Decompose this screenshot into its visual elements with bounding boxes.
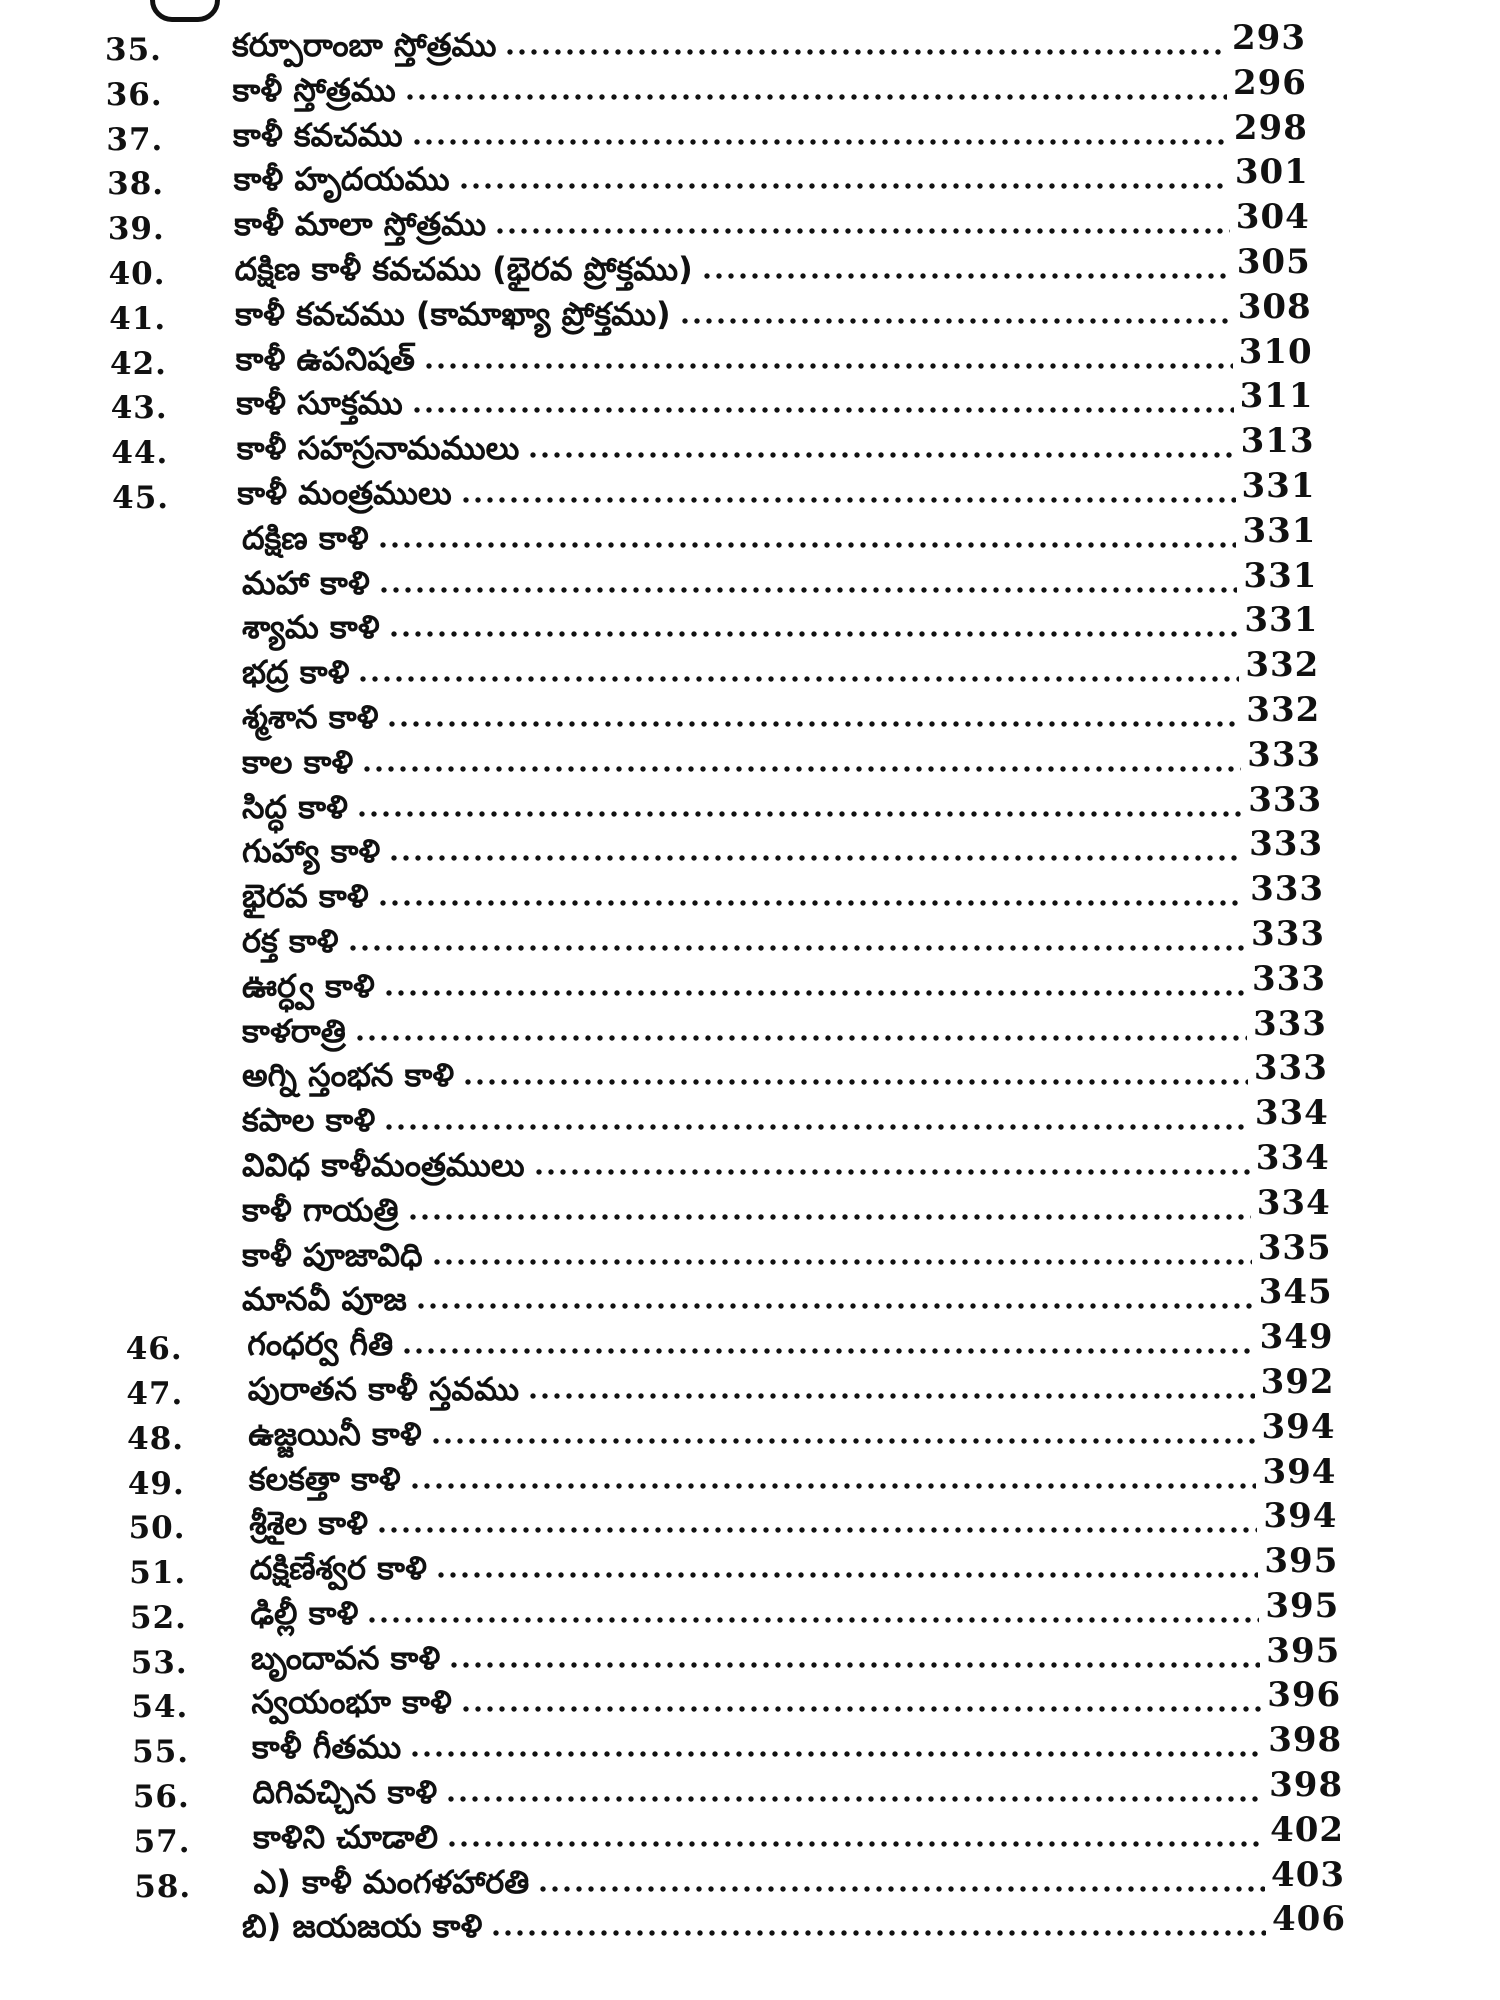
toc-entry-leader: [250, 1590, 1259, 1635]
toc-entry-leader: [248, 1366, 1255, 1411]
dot-leader: [409, 1481, 1257, 1491]
toc-entry-title: కాళరాత్రి: [242, 1011, 346, 1050]
toc-entry-title: శ్రీశైల కాళి: [249, 1504, 369, 1543]
toc-entry-leader: [242, 515, 1236, 560]
toc-entry-page-number: 298: [1233, 107, 1308, 148]
toc-entry: [0, 1317, 1500, 1368]
toc-entry-title: గంధర్వ గీతి: [247, 1325, 394, 1364]
toc-entry-leader: [242, 784, 1242, 829]
toc-entry-number: 35.: [105, 32, 162, 68]
toc-entry: [0, 62, 1500, 113]
dot-leader: [504, 47, 1226, 57]
toc-entry-leader: [235, 246, 1231, 291]
toc-entry-page-number: 392: [1260, 1361, 1335, 1402]
dot-leader: [411, 137, 1228, 147]
toc-entry-leader: [242, 694, 1240, 739]
page-corner-mark: [150, 0, 220, 22]
toc-entry-title: కాళీ హృదయము: [233, 160, 450, 199]
toc-entry-leader: [242, 604, 1238, 649]
toc-entry-page-number: 395: [1264, 1541, 1339, 1582]
toc-entry-page-number: 395: [1265, 1585, 1340, 1626]
toc-entry-title: భద్ర కాళి: [242, 653, 350, 692]
toc-entry-page-number: 304: [1235, 197, 1310, 238]
toc-entry: [0, 1720, 1500, 1771]
toc-entry-page-number: 395: [1266, 1630, 1341, 1671]
toc-entry-leader: [253, 1859, 1265, 1904]
toc-entry-title: బి) జయజయ కాళి: [242, 1907, 483, 1946]
toc-subentry: [0, 869, 1500, 918]
toc-entry-title: కలకత్తా కాళి: [248, 1459, 401, 1498]
toc-entry-leader: [242, 918, 1245, 963]
toc-entry-page-number: 331: [1242, 510, 1317, 551]
toc-entry-page-number: 333: [1250, 869, 1325, 910]
toc-entry-page-number: 293: [1232, 18, 1306, 58]
toc-entry-title: కాళీ గాయత్రి: [242, 1190, 399, 1229]
toc-entry-number: 44.: [111, 435, 169, 472]
toc-entry-number: 53.: [130, 1644, 188, 1681]
toc-entry: [0, 331, 1500, 382]
dot-leader: [356, 809, 1242, 819]
dot-leader: [458, 181, 1229, 191]
toc-entry-title: ఢిల్లీ కాళి: [250, 1593, 359, 1632]
toc-subentry: [0, 1272, 1500, 1321]
toc-entry-leader: [232, 22, 1226, 67]
toc-entry-leader: [242, 649, 1239, 694]
dot-leader: [377, 898, 1245, 908]
dot-leader: [354, 1033, 1247, 1043]
toc-entry-page-number: 311: [1239, 376, 1314, 417]
toc-entry-leader: [248, 1411, 1255, 1456]
toc-entry-leader: [242, 739, 1241, 784]
toc-entry-page-number: 331: [1244, 600, 1319, 641]
toc-entry-number: 37.: [106, 121, 164, 158]
toc-entry: [0, 1496, 1500, 1547]
dot-leader: [527, 450, 1234, 460]
toc-entry-page-number: 394: [1261, 1406, 1336, 1447]
toc-entry-title: కాల కాళి: [242, 742, 354, 781]
toc-entry-page-number: 333: [1252, 958, 1326, 999]
toc-entry-leader: [242, 1052, 1248, 1097]
toc-subentry: [0, 1048, 1500, 1097]
toc-entry-page-number: 331: [1243, 555, 1318, 596]
toc-entry-title: అగ్ని స్తంభన కాళి: [242, 1056, 455, 1095]
toc-entry-leader: [234, 156, 1229, 201]
toc-subentry: [0, 555, 1500, 605]
dot-leader: [460, 1704, 1261, 1714]
toc-entry-page-number: 332: [1246, 689, 1321, 730]
toc-subentry: [0, 1899, 1500, 1948]
toc-entry-leader: [242, 828, 1243, 873]
toc-subentry: [0, 913, 1500, 963]
toc-entry-number: 48.: [127, 1420, 185, 1457]
dot-leader: [376, 1525, 1257, 1535]
toc-entry-page-number: 333: [1249, 824, 1324, 865]
toc-entry-page-number: 394: [1262, 1451, 1337, 1492]
toc-entry-title: సిద్ధ కాళి: [242, 787, 348, 826]
dot-leader: [366, 1615, 1259, 1625]
toc-entry-leader: [252, 1769, 1263, 1814]
toc-entry-number: 36.: [105, 76, 163, 113]
toc-subentry: [0, 1137, 1500, 1187]
toc-entry-number: 43.: [110, 390, 168, 427]
toc-entry: [0, 1809, 1500, 1860]
toc-entry-leader: [251, 1635, 1260, 1680]
toc-entry-number: 56.: [132, 1779, 190, 1816]
dot-leader: [388, 629, 1239, 639]
toc-subentry: [0, 1093, 1500, 1142]
toc-entry-page-number: 403: [1271, 1854, 1346, 1895]
toc-entry-leader: [242, 1276, 1253, 1321]
toc-entry-number: 49.: [127, 1465, 185, 1502]
dot-leader: [460, 495, 1236, 505]
toc-entry: [0, 1765, 1500, 1816]
toc-entry-page-number: 333: [1247, 734, 1322, 775]
toc-entry-title: దక్షిణేశ్వర కాళి: [249, 1549, 427, 1588]
dot-leader: [347, 943, 1246, 953]
toc-entry-page-number: 398: [1268, 1720, 1343, 1761]
toc-entry-leader: [233, 67, 1227, 112]
toc-subentry: [0, 958, 1500, 1008]
toc-entry-title: పురాతన కాళీ స్తవము: [247, 1369, 520, 1408]
toc-subentry: [0, 600, 1500, 649]
toc-subentry: [0, 779, 1500, 829]
toc-entry-number: 52.: [130, 1599, 187, 1636]
toc-entry-page-number: 394: [1263, 1496, 1338, 1537]
toc-entry: [0, 1361, 1500, 1412]
toc-entry-leader: [235, 291, 1232, 336]
dot-leader: [431, 1257, 1252, 1267]
dot-leader: [490, 1928, 1266, 1938]
dot-leader: [383, 988, 1246, 998]
toc-entry: [0, 421, 1500, 472]
toc-entry-leader: [236, 336, 1233, 381]
toc-entry-title: దక్షిణ కాళి: [242, 518, 369, 557]
toc-entry: [0, 1585, 1500, 1636]
toc-entry-leader: [250, 1545, 1259, 1590]
toc-entry: [0, 286, 1500, 337]
dot-leader: [430, 1436, 1256, 1446]
toc-entry: [0, 1451, 1500, 1502]
toc-entry-leader: [249, 1500, 1257, 1545]
toc-entry: [0, 1630, 1500, 1681]
dot-leader: [407, 1212, 1251, 1222]
toc-entry: [0, 197, 1500, 248]
toc-entry-number: 38.: [107, 166, 165, 203]
toc-entry-title: స్వయంభూ కాళి: [251, 1683, 452, 1722]
toc-entry-title: బృందావన కాళి: [250, 1638, 441, 1677]
dot-leader: [537, 1884, 1265, 1894]
dot-leader: [409, 1749, 1262, 1759]
toc-entry-leader: [242, 1903, 1266, 1948]
dot-leader: [378, 585, 1238, 595]
toc-entry-title: గుహ్యా కాళి: [242, 832, 381, 871]
toc-entry-leader: [252, 1724, 1262, 1769]
toc-entry-title: కాళీ మాలా స్తోత్రము: [234, 205, 487, 244]
toc-entry-page-number: 396: [1267, 1675, 1342, 1716]
toc-entry: [0, 1541, 1500, 1592]
toc-entry-page-number: 313: [1240, 421, 1315, 462]
toc-entry-number: 40.: [108, 255, 166, 292]
toc-entry-leader: [242, 1187, 1251, 1232]
toc-entry-leader: [242, 560, 1237, 605]
toc-subentry: [0, 1003, 1500, 1053]
dot-leader: [446, 1839, 1264, 1849]
toc-entry-title: భైరవ కాళి: [242, 877, 369, 916]
toc-entry-page-number: 335: [1257, 1227, 1332, 1268]
toc-subentry: [0, 645, 1500, 694]
table-of-contents: [0, 18, 1500, 1948]
dot-leader: [411, 405, 1234, 415]
dot-leader: [404, 92, 1227, 102]
toc-subentry: [0, 1182, 1500, 1232]
toc-entry-leader: [242, 873, 1244, 918]
toc-entry-page-number: 334: [1255, 1137, 1330, 1178]
toc-entry-number: 41.: [109, 300, 167, 337]
toc-entry-page-number: 333: [1252, 1003, 1327, 1044]
toc-entry-leader: [234, 201, 1230, 246]
toc-entry-leader: [253, 1814, 1264, 1859]
toc-entry-leader: [236, 380, 1233, 425]
toc-entry-page-number: 333: [1251, 913, 1326, 954]
toc-entry-title: మానవీ పూజ: [242, 1280, 407, 1319]
dot-leader: [448, 1660, 1260, 1670]
toc-entry-title: దిగివచ్చిన కాళి: [252, 1773, 438, 1812]
dot-leader: [701, 271, 1231, 281]
toc-entry-page-number: 398: [1269, 1765, 1344, 1806]
toc-entry-leader: [242, 963, 1246, 1008]
toc-entry-title: దక్షిణ కాళీ కవచము (భైరవ ప్రోక్తము): [234, 249, 693, 288]
toc-entry-leader: [242, 1097, 1249, 1142]
toc-entry-number: 39.: [107, 211, 165, 248]
toc-entry: [0, 152, 1500, 203]
toc-entry-leader: [242, 1008, 1247, 1053]
toc-entry-title: కాళీ మంత్రములు: [237, 473, 452, 512]
toc-entry-page-number: 345: [1258, 1272, 1333, 1313]
toc-entry: [0, 18, 1500, 68]
toc-subentry: [0, 824, 1500, 873]
toc-entry: [0, 376, 1500, 427]
dot-leader: [377, 540, 1237, 550]
toc-entry-title: కాళీ గీతము: [251, 1728, 402, 1767]
toc-entry-number: 58.: [134, 1868, 192, 1905]
toc-entry-page-number: 334: [1256, 1182, 1331, 1223]
toc-entry-title: ఉజ్జయినీ కాళి: [248, 1414, 422, 1453]
toc-entry-number: 55.: [132, 1734, 190, 1771]
toc-entry-number: 45.: [112, 479, 170, 516]
dot-leader: [357, 674, 1239, 684]
toc-entry-page-number: 406: [1272, 1899, 1346, 1940]
toc-subentry: [0, 689, 1500, 739]
toc-entry: [0, 1675, 1500, 1726]
toc-entry-leader: [251, 1679, 1261, 1724]
toc-entry-title: కపాల కాళి: [242, 1101, 376, 1140]
toc-entry-title: కాళీ ఉపనిషత్: [235, 339, 415, 378]
toc-subentry: [0, 734, 1500, 784]
toc-subentry: [0, 510, 1500, 560]
toc-entry-page-number: 308: [1237, 286, 1312, 327]
toc-entry: [0, 1406, 1500, 1457]
toc-entry-page-number: 333: [1248, 779, 1323, 820]
dot-leader: [423, 361, 1233, 371]
toc-entry-leader: [237, 470, 1235, 515]
toc-entry-leader: [247, 1321, 1253, 1366]
toc-entry-number: 50.: [128, 1510, 186, 1547]
toc-entry-title: రక్త కాళి: [242, 921, 339, 960]
toc-entry-leader: [249, 1456, 1257, 1501]
dot-leader: [462, 1077, 1248, 1087]
toc-entry-number: 51.: [129, 1555, 187, 1592]
toc-entry-page-number: 301: [1234, 152, 1309, 193]
toc-entry-page-number: 402: [1270, 1809, 1345, 1850]
toc-entry-leader: [237, 425, 1235, 470]
toc-entry-title: ఊర్ధ్వ కాళి: [242, 966, 375, 1005]
dot-leader: [527, 1391, 1254, 1401]
toc-entry-page-number: 334: [1254, 1093, 1329, 1134]
dot-leader: [388, 853, 1243, 863]
dot-leader: [361, 764, 1241, 774]
toc-entry-number: 54.: [131, 1689, 189, 1726]
toc-entry-title: కాళీ కవచము (కామాఖ్యా ప్రోక్తము): [235, 294, 671, 333]
dot-leader: [533, 1167, 1250, 1177]
dot-leader: [494, 226, 1230, 236]
dot-leader: [386, 719, 1240, 729]
toc-entry-title: వివిధ కాళీమంత్రములు: [242, 1145, 525, 1184]
toc-entry: [0, 107, 1500, 158]
toc-entry-leader: [242, 1232, 1252, 1277]
toc-entry-page-number: 331: [1241, 465, 1316, 506]
toc-entry-page-number: 310: [1238, 331, 1313, 372]
toc-entry-title: కాళీ సూక్తము: [236, 384, 403, 423]
dot-leader: [445, 1794, 1263, 1804]
toc-entry-title: కాళిని చూడాలి: [252, 1817, 439, 1856]
toc-entry-leader: [242, 1142, 1250, 1187]
toc-entry-title: కాళీ కవచము: [233, 115, 403, 154]
dot-leader: [401, 1346, 1253, 1356]
toc-entry-title: మహా కాళి: [242, 563, 370, 602]
toc-entry-number: 47.: [126, 1375, 184, 1412]
toc-entry: [0, 1854, 1500, 1905]
toc-entry: [0, 241, 1500, 292]
toc-subentry: [0, 1227, 1500, 1277]
toc-entry-number: 46.: [125, 1331, 183, 1368]
toc-entry: [0, 465, 1500, 516]
toc-entry-number: 57.: [133, 1823, 191, 1860]
dot-leader: [679, 316, 1232, 326]
dot-leader: [415, 1301, 1253, 1311]
toc-entry-page-number: 305: [1236, 241, 1311, 282]
toc-entry-title: కాళీ స్తోత్రము: [232, 70, 396, 109]
dot-leader: [383, 1122, 1249, 1132]
toc-entry-page-number: 332: [1245, 645, 1320, 686]
toc-entry-page-number: 296: [1232, 62, 1307, 103]
toc-entry-leader: [233, 112, 1228, 157]
toc-entry-title: కాళీ పూజావిధి: [242, 1235, 423, 1274]
toc-entry-title: కర్పూరాంబా స్తోత్రము: [232, 26, 497, 64]
toc-entry-title: కాళీ సహస్రనామములు: [236, 429, 520, 468]
toc-entry-title: ఎ) కాళీ మంగళహారతి: [253, 1862, 530, 1901]
toc-entry-page-number: 349: [1259, 1317, 1334, 1358]
toc-entry-page-number: 333: [1253, 1048, 1328, 1089]
dot-leader: [435, 1570, 1259, 1580]
toc-entry-title: శ్యామ కాళి: [242, 608, 380, 647]
toc-entry-number: 42.: [110, 345, 167, 382]
toc-entry-title: శ్మశాన కాళి: [242, 697, 379, 736]
